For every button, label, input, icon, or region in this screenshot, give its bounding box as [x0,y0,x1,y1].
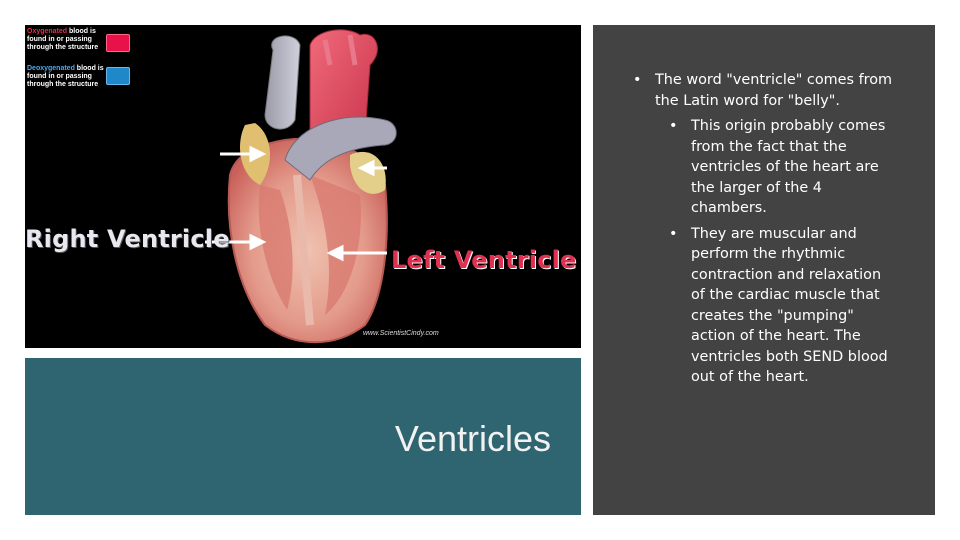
legend-oxygenated: Oxygenated blood is found in or passing through the structure [27,28,99,51]
title-block [25,358,581,515]
bullet-list [633,70,898,388]
watermark-text: www.ScientistCindy.com [363,330,439,337]
heart-illustration [25,25,581,348]
text-panel [593,25,935,515]
right-ventricle-label: Right Ventricle [25,225,230,253]
legend-deoxygenated: Deoxygenated blood is found in or passing through the structure [27,65,104,88]
sub-bullet-function: • They are muscular and perform the rhythmic contraction and relaxation of the cardiac muscle that creates the "pumping" action of the heart. The ventricles both SEND blood out of the heart. [633,224,898,388]
heart-diagram-image [25,25,581,348]
left-ventricle-label: Left Ventricle [391,246,577,274]
sub-bullet-origin: • This origin probably comes from the fact that the ventricles of the heart are the larger of the 4 chambers. [633,116,898,219]
slide-title: Ventricles [394,418,551,459]
bullet-main: • The word "ventricle" comes from the Latin word for "belly". [633,70,898,111]
